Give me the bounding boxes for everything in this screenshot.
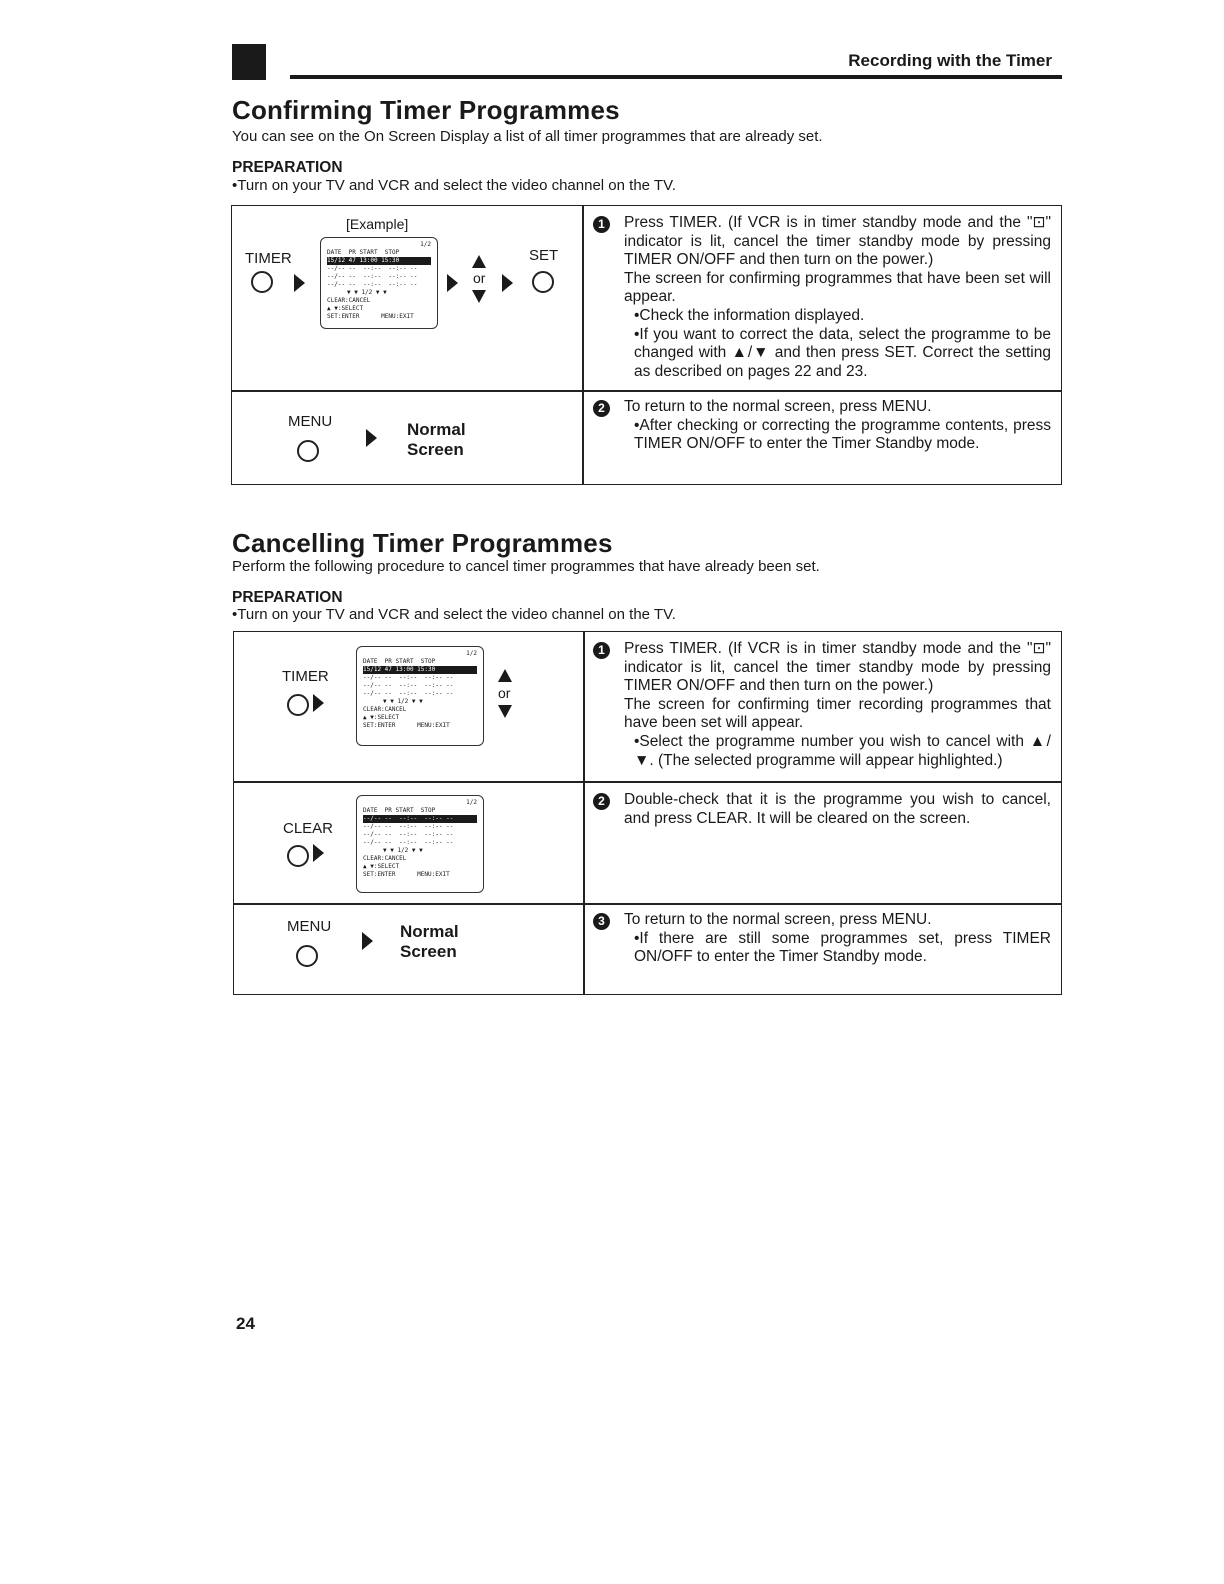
menu-button-icon xyxy=(297,440,319,462)
section2-prep-label: PREPARATION xyxy=(232,589,343,606)
arrow-right-icon xyxy=(447,274,458,292)
arrow-right-icon xyxy=(313,844,324,862)
menu-label: MENU xyxy=(288,413,333,430)
clear-button-icon xyxy=(287,845,309,867)
step-number: 3 xyxy=(593,913,610,930)
step-text: Double-check that it is the programme you wish to cancel, and press CLEAR. It will be cleared on the screen. xyxy=(624,791,1051,827)
arrow-right-icon xyxy=(366,429,377,447)
osd-screen: 1/2 DATE PR START STOP --/-- -- --:-- --:-- -- --/-- -- --:-- --:-- -- --/-- -- --:-- --:-- -- --/-- -- --:-- --:-- -- ▼ ▼ 1/2 ▼ ▼ CLEAR:CANCEL ▲ ▼:SELECT SET:ENTER MENU:EXIT xyxy=(356,795,484,893)
set-button-icon xyxy=(532,271,554,293)
or-label: or xyxy=(473,270,486,286)
section2-title: Cancelling Timer Programmes xyxy=(232,528,613,558)
step-text: Press TIMER. (If VCR is in timer standby mode and the "⊡" indicator is lit, cancel the timer standby mode by pressing TIMER ON/OFF and then turn on the power.) The screen for confirming programmes that have been set will appear. •Check the information displayed. •If you want to correct the data, select the programme to be changed with ▲/▼ and then press SET. Correct the setting as described on pages 22 and 23. xyxy=(624,214,1051,380)
timer-recording-icon xyxy=(232,44,266,80)
menu-button-icon xyxy=(296,945,318,967)
up-arrow-icon xyxy=(498,669,512,682)
arrow-right-icon xyxy=(502,274,513,292)
arrow-right-icon xyxy=(362,932,373,950)
up-arrow-icon xyxy=(472,255,486,268)
down-arrow-icon xyxy=(498,705,512,718)
osd-screen: 1/2 DATE PR START STOP 15/12 47 13:00 15:30 --/-- -- --:-- --:-- -- --/-- -- --:-- --:-- -- --/-- -- --:-- --:-- -- ▼ ▼ 1/2 ▼ ▼ CLEAR:CANCEL ▲ ▼:SELECT SET:ENTER MENU:EXIT xyxy=(356,646,484,746)
header-rule xyxy=(290,75,1062,79)
step-text: To return to the normal screen, press MENU. •If there are still some programmes set, press TIMER ON/OFF to enter the Timer Standby mode. xyxy=(624,911,1051,966)
section1-prep-label: PREPARATION xyxy=(232,159,343,176)
step-number: 2 xyxy=(593,793,610,810)
down-arrow-icon xyxy=(472,290,486,303)
menu-label: MENU xyxy=(287,918,332,935)
example-label: [Example] xyxy=(346,216,409,232)
section2-prep-item: •Turn on your TV and VCR and select the video channel on the TV. xyxy=(232,606,676,623)
section1-title: Confirming Timer Programmes xyxy=(232,95,620,125)
normal-screen-label: Normal xyxy=(407,420,466,439)
step-number: 1 xyxy=(593,642,610,659)
section1-prep-item: •Turn on your TV and VCR and select the video channel on the TV. xyxy=(232,177,676,194)
arrow-right-icon xyxy=(313,694,324,712)
step-number: 2 xyxy=(593,400,610,417)
clear-label: CLEAR xyxy=(283,820,334,837)
timer-button-icon xyxy=(251,271,273,293)
normal-screen-label: Normal xyxy=(400,922,459,941)
arrow-right-icon xyxy=(294,274,305,292)
timer-label: TIMER xyxy=(282,668,329,685)
or-label: or xyxy=(498,685,511,701)
set-label: SET xyxy=(529,247,559,264)
section2-intro: Perform the following procedure to cancel timer programmes that have already been set. xyxy=(232,558,820,575)
header-title: Recording with the Timer xyxy=(848,51,1052,70)
section1-intro: You can see on the On Screen Display a list of all timer programmes that are already set. xyxy=(232,128,823,145)
page-number: 24 xyxy=(236,1314,255,1333)
step-text: Press TIMER. (If VCR is in timer standby mode and the "⊡" indicator is lit, cancel the timer standby mode by pressing TIMER ON/OFF and then turn on the power.) The screen for confirming timer recording programmes that have been set will appear. •Select the programme number you wish to cancel with ▲/▼. (The selected programme will appear highlighted.) xyxy=(624,640,1051,769)
osd-screen: 1/2 DATE PR START STOP 15/12 47 13:00 15:30 --/-- -- --:-- --:-- -- --/-- -- --:-- --:-- -- --/-- -- --:-- --:-- -- ▼ ▼ 1/2 ▼ ▼ CLEAR:CANCEL ▲ ▼:SELECT SET:ENTER MENU:EXIT xyxy=(320,237,438,329)
step-number: 1 xyxy=(593,216,610,233)
timer-label: TIMER xyxy=(245,250,292,267)
timer-button-icon xyxy=(287,694,309,716)
step-text: To return to the normal screen, press MENU. •After checking or correcting the programme contents, press TIMER ON/OFF to enter the Timer Standby mode. xyxy=(624,398,1051,453)
